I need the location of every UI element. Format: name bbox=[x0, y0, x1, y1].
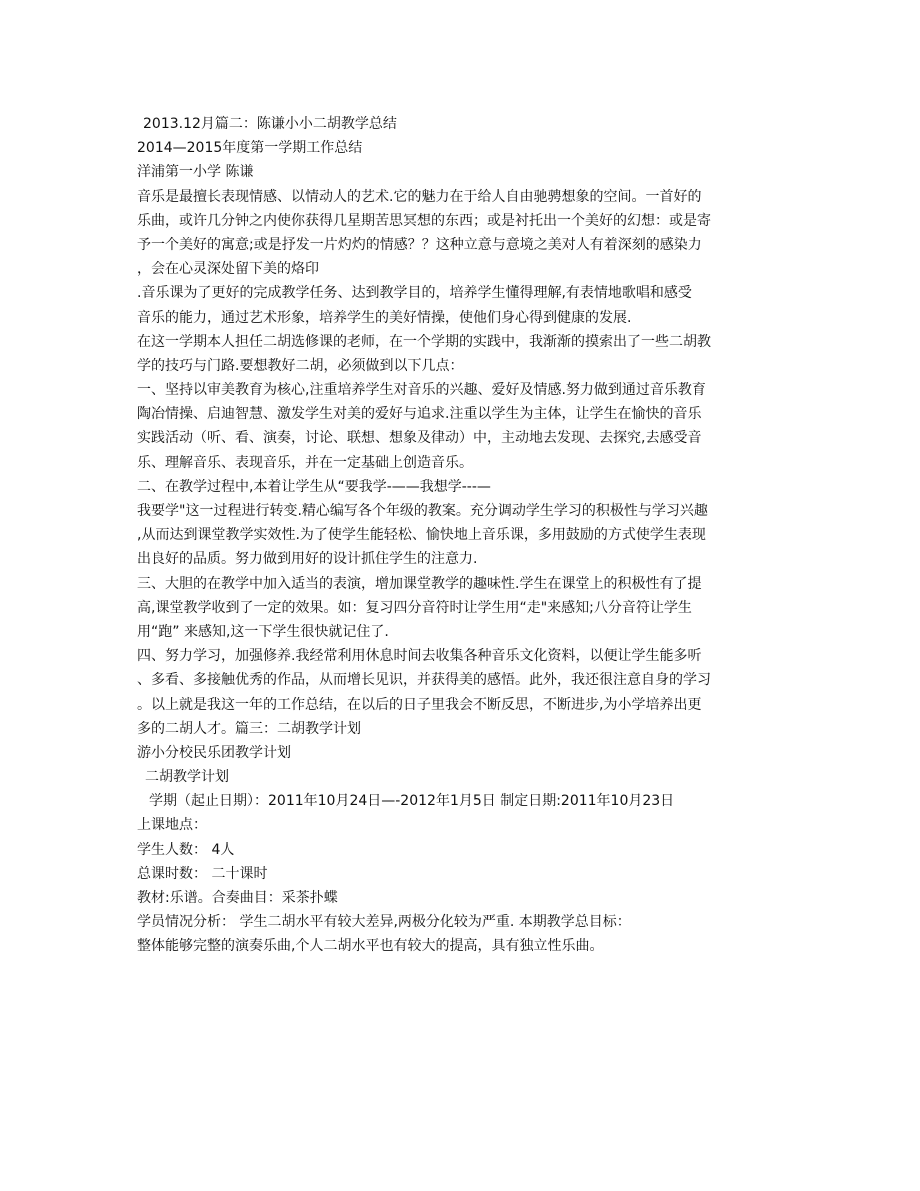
author-line: 洋浦第一小学 陈谦 bbox=[137, 164, 254, 181]
paragraph-line: 二、在教学过程中,本着让学生从“要我学-——我想学---— bbox=[137, 478, 491, 495]
paragraph-line: 多的二胡人才。篇三：二胡教学计划 bbox=[137, 720, 361, 737]
teaching-goal: 整体能够完整的演奏乐曲,个人二胡水平也有较大的提高，具有独立性乐曲。 bbox=[137, 938, 604, 955]
paragraph-line: .音乐课为了更好的完成教学任务、达到教学目的，培养学生懂得理解,有表情地歌唱和感受 bbox=[137, 285, 692, 302]
paragraph-line: 实践活动（听、看、演奏，讨论、联想、想象及律动）中，主动地去发现、去探究,去感受音 bbox=[137, 430, 702, 447]
materials: 教材:乐谱。合奏曲目：采茶扑蝶 bbox=[137, 890, 338, 906]
heading-line-semester-summary: 2014—2015年度第一学期工作总结 bbox=[137, 140, 363, 157]
heading-line-summary: 2013.12月篇二：陈谦小小二胡教学总结 bbox=[143, 116, 397, 132]
paragraph-line: 高,课堂教学收到了一定的效果。如：复习四分音符时让学生用“走"来感知;八分音符让学生 bbox=[137, 599, 692, 616]
paragraph-line: 在这一学期本人担任二胡选修课的老师，在一个学期的实践中，我渐渐的摸索出了一些二胡教 bbox=[137, 333, 711, 350]
paragraph-line: 予一个美好的寓意;或是抒发一片灼灼的情感？？这种立意与意境之美对人有着深刻的感染力 bbox=[137, 236, 702, 253]
paragraph-line: 。以上就是我这一年的工作总结，在以后的日子里我会不断反思，不断进步,为小学培养出更 bbox=[137, 696, 702, 713]
paragraph-line: 出良好的品质。努力做到用好的设计抓住学生的注意力. bbox=[137, 551, 478, 568]
paragraph-line: 四、努力学习，加强修养.我经常利用休息时间去收集各种音乐文化资料，以便让学生能多听 bbox=[137, 648, 702, 665]
paragraph-line: 音乐是最擅长表现情感、以情动人的艺术.它的魅力在于给人自由驰骋想象的空间。一首好的 bbox=[137, 188, 702, 205]
paragraph-line: 学的技巧与门路.要想教好二胡，必须做到以下几点： bbox=[137, 357, 464, 374]
paragraph-line: 乐曲，或许几分钟之内使你获得几星期苦思冥想的东西；或是衬托出一个美好的幻想：或是寄 bbox=[137, 212, 711, 229]
paragraph-line: 乐、理解音乐、表现音乐，并在一定基础上创造音乐。 bbox=[137, 454, 473, 471]
class-location: 上课地点： bbox=[137, 817, 207, 834]
paragraph-line: 三、大胆的在教学中加入适当的表演，增加课堂教学的趣味性.学生在课堂上的积极性有了提 bbox=[137, 575, 702, 592]
paragraph-line: 一、坚持以审美教育为核心,注重培养学生对音乐的兴趣、爱好及情感.努力做到通过音乐教育 bbox=[137, 382, 706, 399]
document-body bbox=[137, 112, 787, 959]
total-lessons: 总课时数： 二十课时 bbox=[137, 865, 268, 882]
paragraph-line: 音乐的能力，通过艺术形象，培养学生的美好情操，使他们身心得到健康的发展. bbox=[137, 309, 632, 326]
paragraph-line: 用“跑” 来感知,这一下学生很快就记住了. bbox=[137, 623, 389, 640]
paragraph-line: ,从而达到课堂教学实效性.为了使学生能轻松、愉快地上音乐课，多用鼓励的方式使学生表现 bbox=[137, 527, 706, 544]
paragraph-line: 陶冶情操、启迪智慧、激发学生对美的爱好与追求.注重以学生为主体，让学生在愉快的音乐 bbox=[137, 406, 702, 423]
paragraph-line: ，会在心灵深处留下美的烙印 bbox=[137, 261, 319, 278]
paragraph-line: 我要学"这一过程进行转变.精心编写各个年级的教案。充分调动学生学习的积极性与学习兴趣 bbox=[137, 503, 708, 519]
student-count: 学生人数： 4人 bbox=[137, 841, 235, 858]
paragraph-line: 、多看、多接触优秀的作品，从而增长见识，并获得美的感悟。此外，我还很注意自身的学习 bbox=[137, 672, 711, 689]
student-analysis: 学员情况分析： 学生二胡水平有较大差异,两极分化较为严重. 本期教学总目标： bbox=[137, 914, 631, 931]
plan-title: 二胡教学计划 bbox=[145, 769, 229, 786]
semester-dates: 学期（起止日期）：2011年10月24日—-2012年1月5日 制定日期:2011年10月23日 bbox=[149, 793, 675, 810]
section-title: 游小分校民乐团教学计划 bbox=[137, 744, 291, 761]
